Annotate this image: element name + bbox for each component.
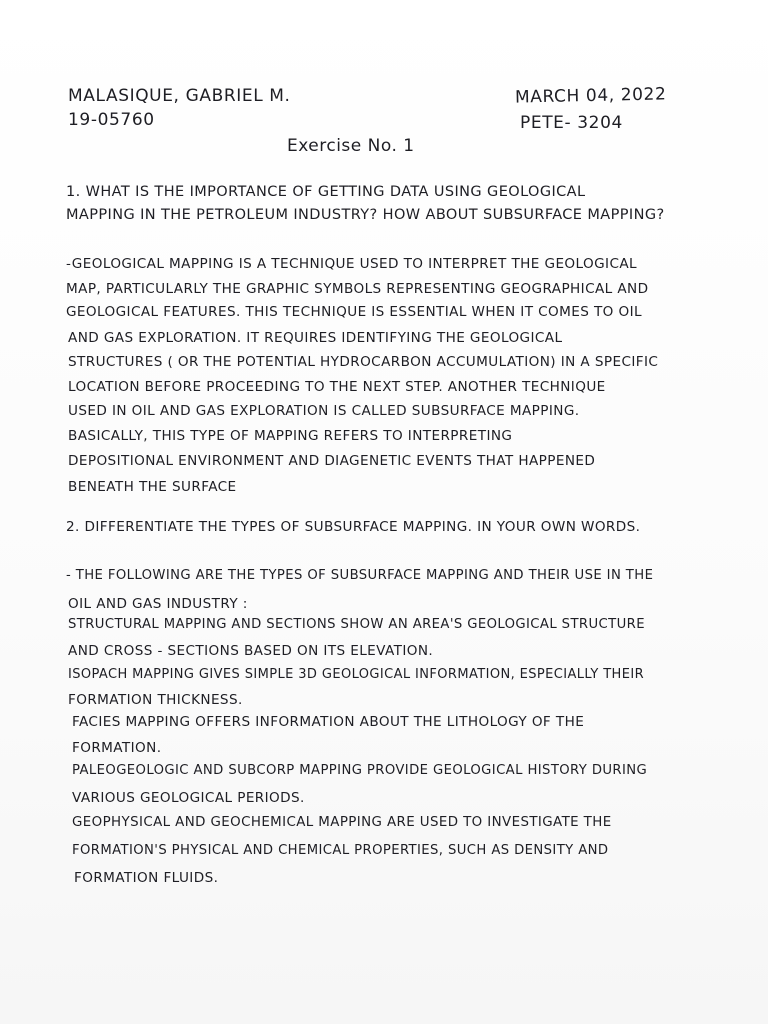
q1-answer-line: DEPOSITIONAL ENVIRONMENT AND DIAGENETIC EVENTS THAT HAPPENED (68, 453, 596, 469)
q2-answer-line: FORMATION'S PHYSICAL AND CHEMICAL PROPERTIES, SUCH AS DENSITY AND (72, 843, 609, 858)
q2-answer-line: FACIES MAPPING OFFERS INFORMATION ABOUT THE LITHOLOGY OF THE (72, 714, 585, 730)
q2-answer-line: PALEOGEOLOGIC AND SUBCORP MAPPING PROVIDE GEOLOGICAL HISTORY DURING (72, 763, 648, 778)
q1-question-line: MAPPING IN THE PETROLEUM INDUSTRY? HOW ABOUT SUBSURFACE MAPPING? (66, 207, 665, 223)
q2-question-line: 2. DIFFERENTIATE THE TYPES OF SUBSURFACE MAPPING. IN YOUR OWN WORDS. (66, 519, 641, 535)
q2-answer-line: FORMATION THICKNESS. (68, 692, 243, 708)
student-id: 19-05760 (68, 110, 155, 130)
q1-answer-line: AND GAS EXPLORATION. IT REQUIRES IDENTIFYING THE GEOLOGICAL (68, 330, 563, 346)
course-code: PETE- 3204 (520, 113, 623, 133)
q2-answer-line: FORMATION. (72, 740, 162, 756)
q2-answer-line: GEOPHYSICAL AND GEOCHEMICAL MAPPING ARE USED TO INVESTIGATE THE (72, 815, 612, 830)
q1-answer-line: -GEOLOGICAL MAPPING IS A TECHNIQUE USED TO INTERPRET THE GEOLOGICAL (66, 256, 638, 272)
q2-answer-line: STRUCTURAL MAPPING AND SECTIONS SHOW AN AREA'S GEOLOGICAL STRUCTURE (68, 617, 645, 632)
q2-answer-line: ISOPACH MAPPING GIVES SIMPLE 3D GEOLOGICAL INFORMATION, ESPECIALLY THEIR (68, 667, 645, 682)
q1-answer-line: GEOLOGICAL FEATURES. THIS TECHNIQUE IS ESSENTIAL WHEN IT COMES TO OIL (66, 304, 642, 320)
q1-answer-line: LOCATION BEFORE PROCEEDING TO THE NEXT STEP. ANOTHER TECHNIQUE (68, 379, 606, 395)
q2-answer-line: FORMATION FLUIDS. (74, 870, 219, 886)
q2-answer-line: OIL AND GAS INDUSTRY : (68, 596, 248, 612)
q1-answer-line: USED IN OIL AND GAS EXPLORATION IS CALLED SUBSURFACE MAPPING. (68, 403, 580, 419)
q1-answer-line: BASICALLY, THIS TYPE OF MAPPING REFERS TO INTERPRETING (68, 428, 513, 444)
q1-question-line: 1. WHAT IS THE IMPORTANCE OF GETTING DATA USING GEOLOGICAL (66, 184, 586, 200)
q1-answer-line: STRUCTURES ( OR THE POTENTIAL HYDROCARBON ACCUMULATION) IN A SPECIFIC (68, 354, 659, 370)
date: MARCH 04, 2022 (514, 84, 667, 108)
q2-answer-line: AND CROSS - SECTIONS BASED ON ITS ELEVATION. (68, 643, 434, 659)
q1-answer-line: MAP, PARTICULARLY THE GRAPHIC SYMBOLS REPRESENTING GEOGRAPHICAL AND (66, 281, 649, 297)
q2-answer-line: - THE FOLLOWING ARE THE TYPES OF SUBSURFACE MAPPING AND THEIR USE IN THE (66, 568, 654, 583)
q2-answer-line: VARIOUS GEOLOGICAL PERIODS. (72, 790, 305, 806)
student-name: MALASIQUE, GABRIEL M. (68, 86, 291, 106)
page-title: Exercise No. 1 (287, 136, 415, 156)
q1-answer-line: BENEATH THE SURFACE (68, 479, 237, 495)
